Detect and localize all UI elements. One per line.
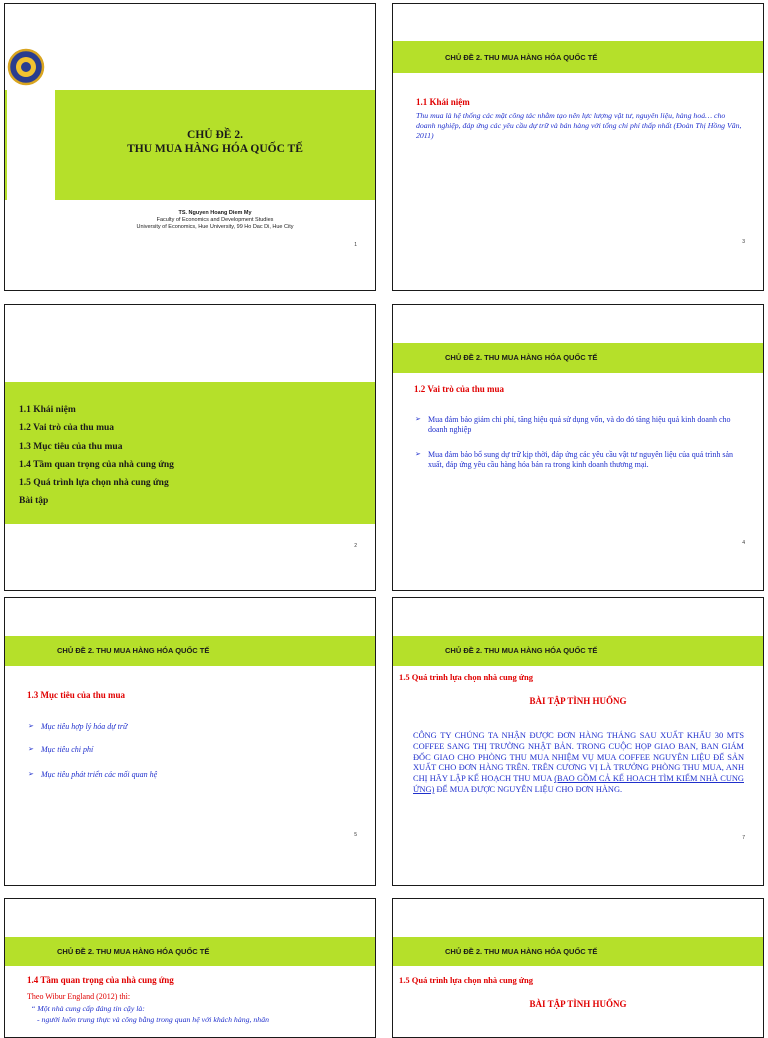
agenda-item-3: 1.3 Mục tiêu của thu mua: [19, 441, 123, 452]
section-heading: 1.2 Vai trò của thu mua: [414, 384, 505, 394]
page-number: 7: [742, 835, 745, 841]
page-number: 5: [354, 832, 357, 838]
slide-1: [4, 3, 376, 291]
slide-7: [392, 597, 764, 886]
header-title: CHỦ ĐỀ 2. THU MUA HÀNG HÓA QUỐC TẾ: [57, 947, 210, 956]
author-block: [55, 210, 375, 231]
section-heading: 1.5 Quá trình lựa chọn nhà cung ứng: [399, 672, 533, 682]
case-text: [413, 731, 744, 796]
section-heading: 1.1 Khái niệm: [416, 97, 470, 107]
case-text-underlined: (BAO GỒM CẢ KẾ HOẠCH TÌM KIẾM NHÀ CUNG ỨNG): [413, 774, 744, 794]
page-number: 3: [742, 239, 745, 245]
body-line-1: Theo Wibur England (2012) thì:: [27, 992, 131, 1001]
arrow-bullet-icon: ➢: [415, 415, 421, 423]
case-title: BÀI TẬP TÌNH HUỐNG: [529, 999, 627, 1009]
agenda-item-1: 1.1 Khái niệm: [19, 405, 76, 415]
bullet-2-text: Mua đảm bảo bổ sung dự trữ kịp thời, đáp ứng các yêu cầu vật tư nguyên liệu của quá trình sản xuất, đáp ứng yêu cầu hàng hóa bán ra trong kinh doanh thương mại.: [428, 450, 734, 469]
agenda-item-5: 1.5 Quá trình lựa chọn nhà cung ứng: [19, 478, 169, 489]
bullet-3: [28, 770, 341, 780]
section-heading: 1.3 Mục tiêu của thu mua: [27, 690, 126, 700]
header-title: CHỦ ĐỀ 2. THU MUA HÀNG HÓA QUỐC TẾ: [57, 646, 210, 655]
section-heading: 1.5 Quá trình lựa chọn nhà cung ứng: [399, 975, 533, 985]
arrow-bullet-icon: ➢: [28, 745, 34, 753]
bullet-3-text: Mục tiêu phát triển các mối quan hệ: [41, 770, 158, 779]
slide-title: [55, 128, 375, 156]
page-number: 1: [354, 242, 357, 248]
bullet-2-text: Mục tiêu chi phí: [41, 745, 94, 754]
bullet-2: [28, 745, 341, 755]
affiliation-2: University of Economics, Hue University, 99 Ho Dac Di, Hue City: [136, 224, 294, 230]
header-title: CHỦ ĐỀ 2. THU MUA HÀNG HÓA QUỐC TẾ: [445, 947, 598, 956]
header-title: CHỦ ĐỀ 2. THU MUA HÀNG HÓA QUỐC TẾ: [445, 53, 598, 62]
section-heading: 1.4 Tầm quan trọng của nhà cung ứng: [27, 975, 174, 985]
body-line-3: - người luôn trung thực và công bằng trong quan hệ với khách hàng, nhân: [37, 1015, 270, 1024]
slide-3: [392, 3, 764, 291]
title-line-2: THU MUA HÀNG HÓA QUỐC TẾ: [127, 143, 303, 155]
header-title: CHỦ ĐỀ 2. THU MUA HÀNG HÓA QUỐC TẾ: [445, 353, 598, 362]
case-title: BÀI TẬP TÌNH HUỐNG: [529, 696, 627, 706]
header-title: CHỦ ĐỀ 2. THU MUA HÀNG HÓA QUỐC TẾ: [445, 646, 598, 655]
arrow-bullet-icon: ➢: [28, 770, 34, 778]
agenda-item-2: 1.2 Vai trò của thu mua: [19, 423, 115, 434]
agenda-item-4: 1.4 Tầm quan trọng của nhà cung ứng: [19, 459, 174, 470]
affiliation-1: Faculty of Economics and Development Studies: [156, 217, 274, 223]
definition-text: Thu mua là hệ thống các mặt công tác nhằm tạo nên lực lượng vật tư, nguyên liệu, hàng hoá… cho doanh nghiệp, đáp ứng các yêu cầu dự trữ và bán hàng với tổng chi phí thấp nhất (Đoàn Thị Hồng Vân, 2011): [416, 111, 742, 140]
left-accent: [5, 90, 7, 200]
agenda-item-6: Bài tập: [19, 496, 49, 507]
bullet-1-text: Mua đảm bảo giảm chi phí, tăng hiệu quả sử dụng vốn, và do đó tăng hiệu quả kinh doanh cho doanh nghiệp: [428, 415, 731, 434]
arrow-bullet-icon: ➢: [28, 722, 34, 730]
bullet-1: [415, 415, 746, 434]
author-name: TS. Nguyen Hoang Diem My: [178, 210, 252, 216]
case-text-main: CÔNG TY CHÚNG TA NHẬN ĐƯỢC ĐƠN HÀNG THÁNG SAU XUẤT KHẨU 30 MTS COFFEE SANG THỊ TRƯỜNG NHẬT BẢN. TRONG CUỘC HỌP GIAO BAN, BAN GIÁM ĐỐC GIAO CHO PHÒNG THU MUA NHIỆM VỤ MUA COFFEE NGUYÊN LIỆU ĐỂ SẢN XUẤT CHO ĐƠN HÀNG TRÊN. TRÊN CƯƠNG VỊ LÀ TRƯỞNG PHÒNG THU MUA, ANH CHỊ HÃY LẬP KẾ HOẠCH THU MUA: [413, 731, 744, 784]
slide-8: [392, 898, 764, 1038]
case-text-end: ĐỂ MUA ĐƯỢC NGUYÊN LIỆU CHO ĐƠN HÀNG.: [434, 784, 623, 794]
agenda-list: [19, 401, 174, 511]
title-line-1: CHỦ ĐỀ 2.: [187, 129, 243, 141]
slide-4: [392, 304, 764, 591]
bullet-1-text: Mục tiêu hợp lý hóa dự trữ: [41, 722, 128, 731]
slide-2: [4, 304, 376, 591]
slide-6: [4, 898, 376, 1038]
arrow-bullet-icon: ➢: [415, 450, 421, 458]
page-number: 2: [354, 543, 357, 549]
body-line-2: “ Một nhà cung cấp đáng tin cậy là:: [31, 1004, 145, 1013]
bullet-1: [28, 722, 341, 732]
page-number: 4: [742, 540, 745, 546]
university-logo: [7, 48, 45, 86]
slide-5: [4, 597, 376, 886]
bullet-2: [415, 450, 746, 469]
